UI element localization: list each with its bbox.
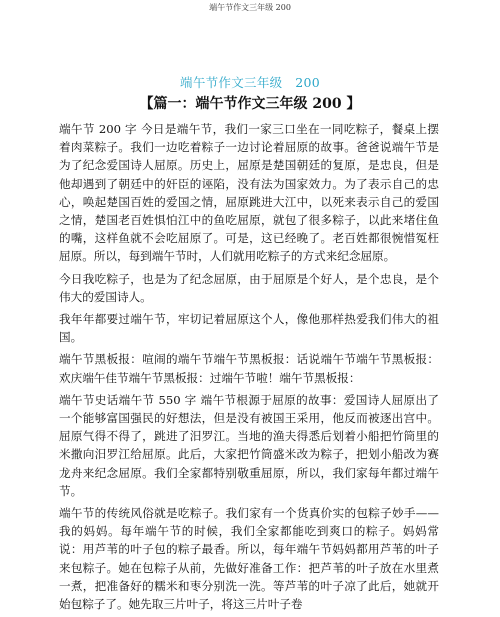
paragraph: 端午节 200 字 今日是端午节，我们一家三口坐在一同吃粽子，餐桌上摆着肉菜粽子。我们一边吃着粽子一边讨论着屈原的故事。爸爸说端午节是为了纪念爱国诗人屈原。历史上，屈原是楚国朝廷的复原，是忠良，但是他却遇到了朝廷中的奸臣的诬陷，没有法为国家效力。为了表示自己的忠心，唤起楚国百姓的爱国之情，屈原跳进大江中，以死来表示自己的爱国之情，楚国老百姓惧怕江中的鱼吃屈原，就包了很多粽子，以此来堵住鱼的嘴，这样鱼就不会吃屈原了。可是，这已经晚了。老百姓都很惋惜冤枉屈原。所以，每到端午节时，人们就用吃粽子的方式来纪念屈原。: [59, 122, 439, 264]
paragraph: 端午节黑板报：喧闹的端午节端午节黑板报：话说端午节端午节黑板报：欢庆端午佳节端午节黑板报：过端午节啦！端午节黑板报：: [59, 352, 439, 385]
paragraph: 今日我吃粽子，也是为了纪念屈原，由于屈原是个好人，是个忠良，是个伟大的爱国诗人。: [59, 271, 439, 304]
paragraph: 端午节的传统风俗就是吃粽子。我们家有一个货真价实的包粽子妙手—— 我的妈妈。每年端午节的时候，我们全家都能吃到爽口的粽子。妈妈常说：用芦苇的叶子包的粽子最香。所以，每年端午节妈妈都用芦苇的叶子来包粽子。她在包粽子从前，先做好准备工作：把芦苇的叶子放在水里煮一煮，把准备好的糯米和枣分别洗一洗。等芦苇的叶子凉了此后，她就开始包粽子了。她先取三片叶子，将这三片叶子卷: [59, 506, 439, 612]
document-title: 端午节作文三年级 200: [180, 75, 320, 90]
document-body: [59, 120, 439, 617]
running-header: 端午节作文三年级 200: [209, 3, 291, 12]
section-heading: 【篇一：端午节作文三年级 200 】: [139, 96, 361, 112]
paragraph: 端午节史话端午节 550 字 端午节根源于屈原的故事：爱国诗人屈原出了一个能够富国强民的好想法，但是没有被国王采用，他反而被逐出宫中。屈原气得不得了，跳进了汨罗江。当地的渔夫得悉后划着小船把竹筒里的米撒向汨罗江给屈原。此后，大家把竹筒盛米改为粽子，把划小船改为赛龙舟来纪念屈原。我们全家都特别敬重屈原，所以，我们家每年都过端午节。: [59, 392, 439, 498]
paragraph: 我年年都要过端午节，牢切记着屈原这个人，像他那样热爱我们伟大的祖国。: [59, 312, 439, 345]
